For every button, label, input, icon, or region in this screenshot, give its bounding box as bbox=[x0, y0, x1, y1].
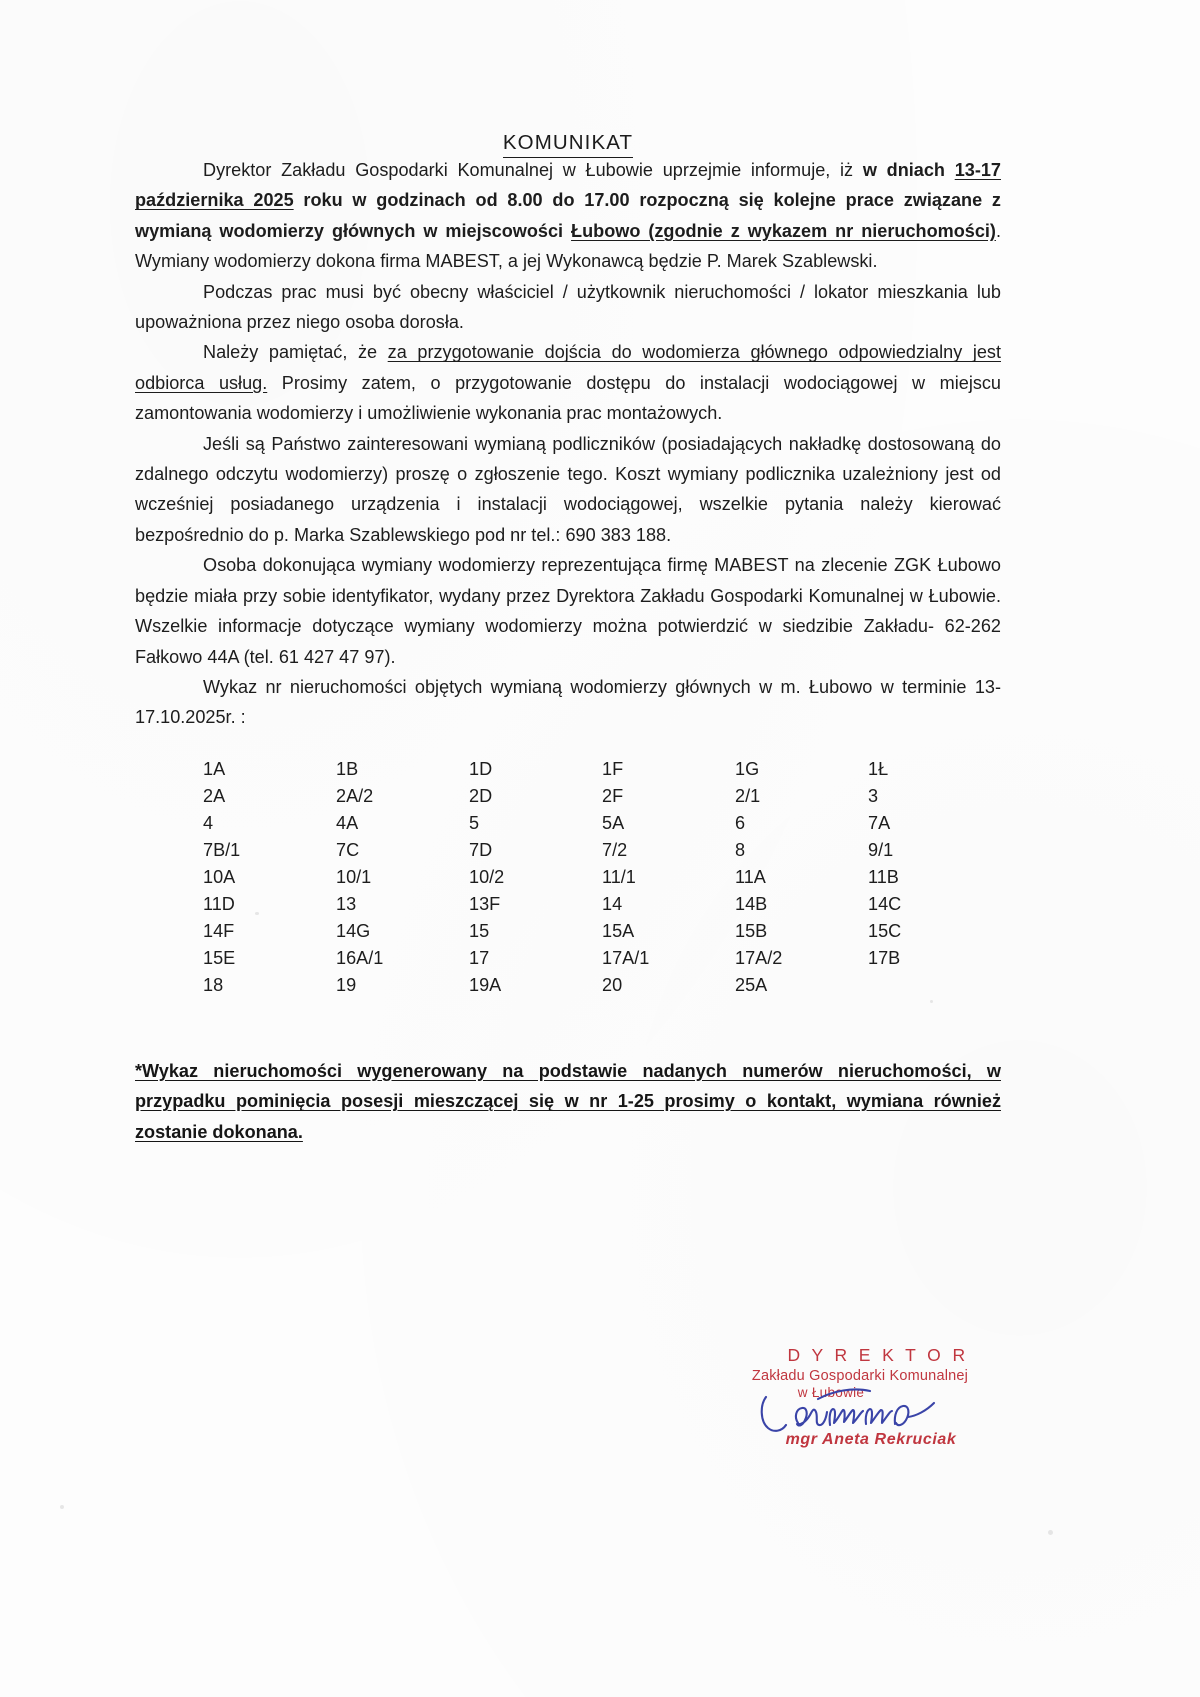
table-row bbox=[203, 891, 938, 918]
property-number: 10/2 bbox=[469, 866, 505, 887]
property-number: 15E bbox=[203, 947, 236, 968]
footnote-text: *Wykaz nieruchomości wygenerowany na podstawie nadanych numerów nieruchomości, w przypadku pominięcia posesji mieszczącej się w nr 1-25 prosimy o kontakt, wymiana również zostanie dokonana. bbox=[135, 1060, 1001, 1142]
property-number: 17A/2 bbox=[735, 947, 783, 968]
property-number: 5A bbox=[602, 812, 625, 833]
property-number: 11/1 bbox=[602, 866, 636, 887]
property-number: 1B bbox=[336, 758, 359, 779]
director-stamp bbox=[700, 1345, 1020, 1475]
resp-seg-1: Należy pamiętać, że bbox=[203, 342, 388, 363]
stamp-line-institution: Zakładu Gospodarki Komunalnej bbox=[751, 1368, 969, 1384]
property-number: 17B bbox=[868, 947, 901, 968]
intro-date-range: 13-17 października 2025 bbox=[135, 160, 1001, 211]
intro-seg-1: Dyrektor Zakładu Gospodarki Komunalnej w Łubowie uprzejmie informuje, iż bbox=[203, 160, 863, 180]
property-number: 1Ł bbox=[868, 758, 889, 779]
resp-highlight: za przygotowanie dojścia do wodomierza głównego odpowiedzialny jest odbiorca usług. bbox=[135, 342, 1001, 393]
table-row bbox=[203, 945, 938, 972]
table-row bbox=[203, 972, 938, 999]
stamp-line-place: w Łubowie bbox=[797, 1385, 865, 1400]
property-number: 9/1 bbox=[868, 839, 894, 860]
property-number: 20 bbox=[602, 974, 623, 995]
intro-seg-2: w dniach bbox=[862, 160, 955, 180]
property-number: 18 bbox=[203, 974, 224, 995]
property-number: 7/2 bbox=[602, 839, 628, 860]
property-number: 3 bbox=[868, 785, 879, 806]
table-row bbox=[203, 783, 938, 810]
stamp-signature-name: mgr Aneta Rekruciak bbox=[785, 1431, 957, 1448]
property-number: 15B bbox=[735, 920, 768, 941]
property-number: 8 bbox=[735, 839, 746, 860]
property-number: 2A bbox=[203, 785, 226, 806]
property-number: 14B bbox=[735, 893, 768, 914]
property-number: 2F bbox=[602, 785, 624, 806]
property-number: 1G bbox=[735, 758, 760, 779]
resp-seg-3: Prosimy zatem, o przygotowanie dostępu do instalacji wodociągowej w miejscu zamontowania wodomierzy i umożliwienie wykonania prac montażowych. bbox=[135, 372, 1001, 424]
property-number: 1F bbox=[602, 758, 624, 779]
property-number: 7D bbox=[469, 839, 493, 860]
property-number: 14F bbox=[203, 920, 235, 941]
page-title bbox=[135, 131, 1001, 155]
property-table-body bbox=[203, 756, 938, 999]
property-number: 4A bbox=[336, 812, 359, 833]
property-number: 7B/1 bbox=[203, 839, 241, 860]
property-number: 25A bbox=[735, 974, 768, 995]
table-row bbox=[203, 918, 938, 945]
paragraph-identification: Osoba dokonująca wymiany wodomierzy reprezentująca firmę MABEST na zlecenie ZGK Łubowo będzie miała przy sobie identyfikator, wydany przez Dyrektora Zakładu Gospodarki Komunalnej w Łubowie. Wszelkie informacje dotyczące wymiany wodomierzy można potwierdzić w siedzibie Zakładu- 62-262 Fałkowo 44A (tel. 61 427 47 97). bbox=[135, 555, 1001, 667]
property-number: 7A bbox=[868, 812, 891, 833]
document-body bbox=[135, 0, 1001, 1165]
property-number: 14C bbox=[868, 893, 902, 914]
scan-speck bbox=[60, 1505, 64, 1509]
table-row bbox=[203, 810, 938, 837]
table-row bbox=[203, 864, 938, 891]
property-number: 2D bbox=[469, 785, 493, 806]
page-title-text: KOMUNIKAT bbox=[503, 131, 633, 158]
paragraph-responsibility bbox=[135, 337, 1001, 428]
property-number: 19 bbox=[336, 974, 357, 995]
table-row bbox=[203, 837, 938, 864]
property-number: 15A bbox=[602, 920, 635, 941]
scan-speck bbox=[1048, 1530, 1053, 1535]
property-number: 11B bbox=[868, 866, 899, 887]
property-number: 16A/1 bbox=[336, 947, 384, 968]
intro-locality: Łubowo (zgodnie z wykazem nr nieruchomości) bbox=[571, 220, 996, 241]
property-number: 5 bbox=[469, 812, 480, 833]
property-number: 11A bbox=[735, 866, 766, 887]
intro-seg-6: . Wymiany wodomierzy dokona firma MABEST, a jej Wykonawcą będzie P. Marek Szablewski. bbox=[135, 220, 1001, 272]
property-number: 13F bbox=[469, 893, 501, 914]
property-number: 1A bbox=[203, 758, 226, 779]
property-number: 2A/2 bbox=[336, 785, 374, 806]
property-number: 13 bbox=[336, 893, 357, 914]
property-number bbox=[868, 972, 938, 999]
property-number: 14G bbox=[336, 920, 371, 941]
property-number: 15 bbox=[469, 920, 490, 941]
paragraph-submeters: Jeśli są Państwo zainteresowani wymianą podliczników (posiadających nakładkę dostosowaną do zdalnego odczytu wodomierzy) proszę o zgłoszenie tego. Koszt wymiany podlicznika uzależniony jest od wcześniej posiadanego urządzenia i instalacji wodociągowej, wszelkie pytania należy kierować bezpośrednio do p. Marka Szablewskiego pod nr tel.: 690 383 188. bbox=[135, 433, 1001, 545]
property-number: 15C bbox=[868, 920, 902, 941]
property-number: 7C bbox=[336, 839, 360, 860]
property-number: 19A bbox=[469, 974, 502, 995]
property-number: 10/1 bbox=[336, 866, 372, 887]
stamp-line-director: D Y R E K T O R bbox=[787, 1345, 969, 1365]
property-number: 10A bbox=[203, 866, 236, 887]
property-number: 1D bbox=[469, 758, 493, 779]
property-number: 14 bbox=[602, 893, 623, 914]
paragraph-list-intro: Wykaz nr nieruchomości objętych wymianą wodomierzy głównych w m. Łubowo w terminie 13-17.10.2025r. : bbox=[135, 676, 1001, 728]
paragraph-presence: Podczas prac musi być obecny właściciel / użytkownik nieruchomości / lokator mieszkania lub upoważniona przez niego osoba dorosła. bbox=[135, 281, 1001, 333]
property-number: 4 bbox=[203, 812, 214, 833]
property-number-table bbox=[203, 756, 938, 999]
intro-seg-4: roku w godzinach od 8.00 do 17.00 rozpoczną się kolejne prace związane z wymianą wodomierzy głównych w miejscowości bbox=[135, 190, 1001, 241]
property-number: 17A/1 bbox=[602, 947, 650, 968]
paragraph-intro bbox=[135, 155, 1001, 277]
property-number: 2/1 bbox=[735, 785, 761, 806]
property-number: 17 bbox=[469, 947, 490, 968]
table-row bbox=[203, 756, 938, 783]
property-number: 6 bbox=[735, 812, 746, 833]
property-number: 11D bbox=[203, 893, 235, 914]
